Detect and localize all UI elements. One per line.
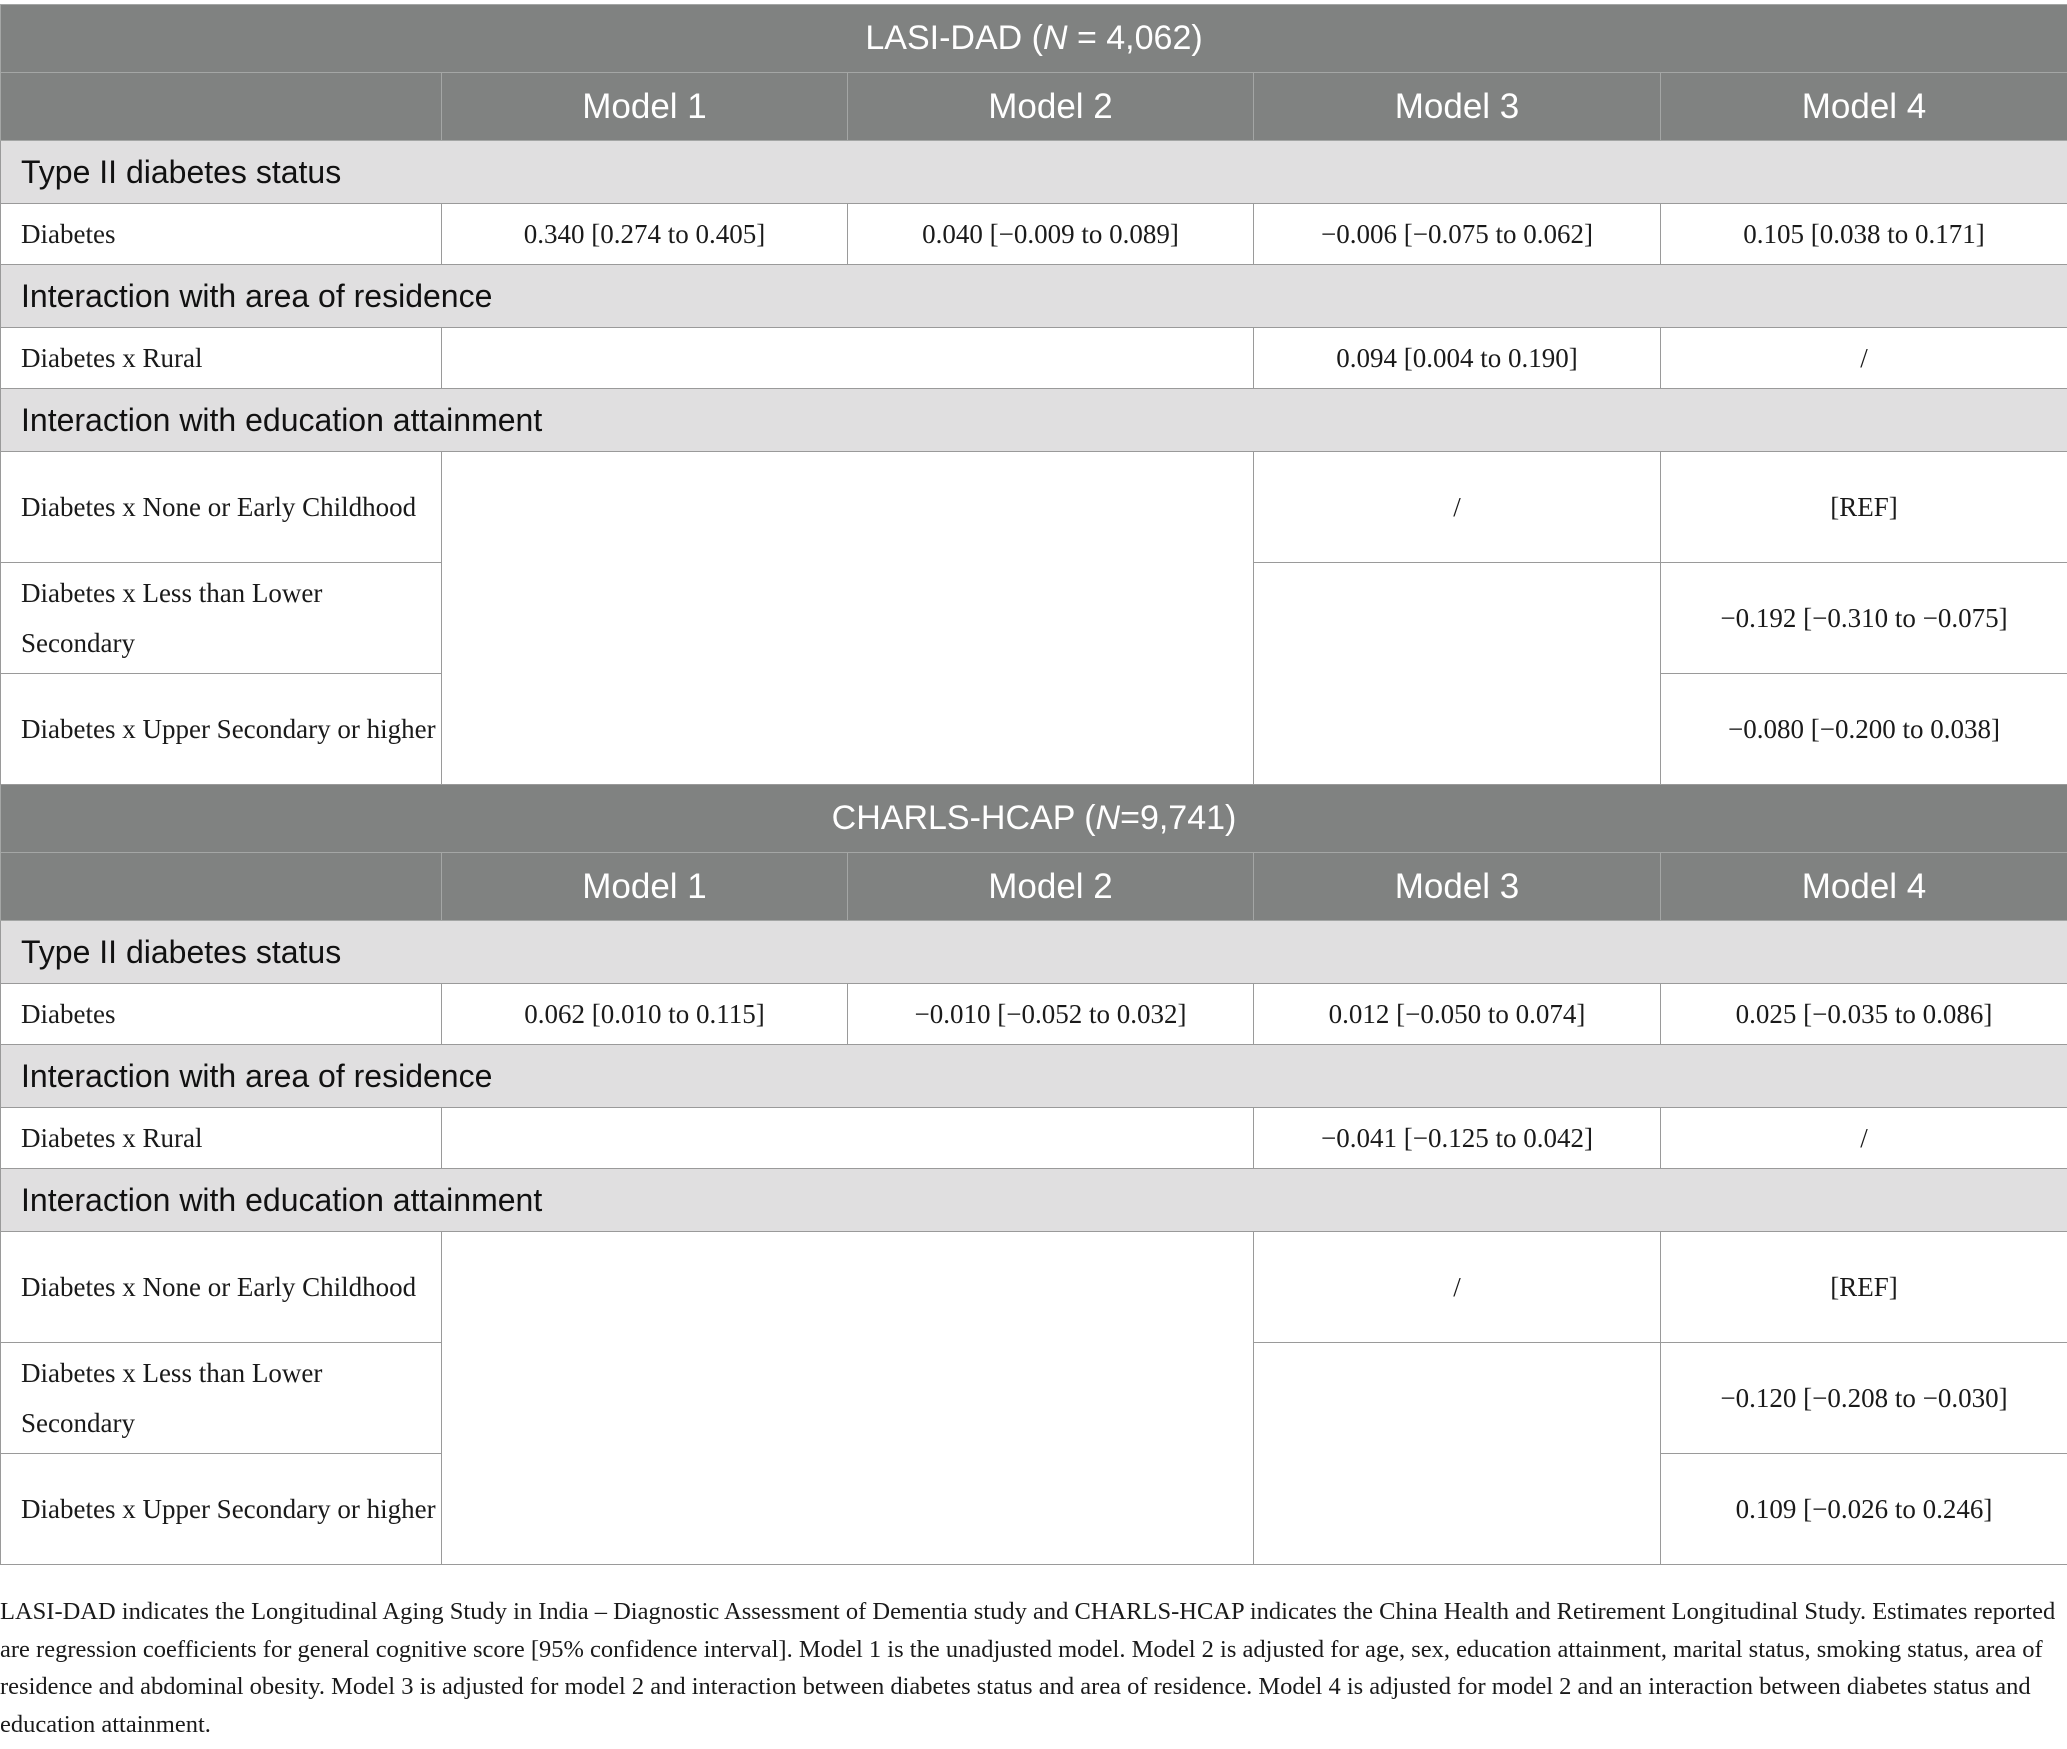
cell-model-3: / bbox=[1254, 1232, 1661, 1343]
table-title-row bbox=[1, 785, 2067, 853]
table-footnote: LASI-DAD indicates the Longitudinal Aging Study in India – Diagnostic Assessment of Dementia study and CHARLS-HCAP indicates the China Health and Retirement Longitudinal Study. Estimates reported are regression coefficients for general cognitive score [95% confidence interval]. Model 1 is the unadjusted model. Model 2 is adjusted for age, sex, education attainment, marital status, smoking status, area of residence and abdominal obesity. Model 3 is adjusted for model 2 and interaction between diabetes status and area of residence. Model 4 is adjusted for model 2 and an interaction between diabetes status and education attainment. bbox=[0, 1598, 2056, 1738]
cell-model-4: 0.109 [−0.026 to 0.246] bbox=[1661, 1454, 2067, 1565]
cell-model-3: −0.041 [−0.125 to 0.042] bbox=[1254, 1108, 1661, 1169]
charls-hcap-title: CHARLS-HCAP (N=9,741) bbox=[1, 785, 2067, 853]
section-area-interaction: Interaction with area of residence bbox=[1, 265, 2067, 328]
cell-model-4: 0.105 [0.038 to 0.171] bbox=[1661, 204, 2067, 265]
table-row bbox=[1, 1232, 2067, 1343]
row-label: Diabetes bbox=[1, 204, 442, 265]
cell-model-1: 0.340 [0.274 to 0.405] bbox=[442, 204, 848, 265]
results-table bbox=[0, 4, 2067, 1565]
cell-model-3: 0.012 [−0.050 to 0.074] bbox=[1254, 984, 1661, 1045]
cell-model-4: −0.080 [−0.200 to 0.038] bbox=[1661, 674, 2067, 785]
section-education-interaction: Interaction with education attainment bbox=[1, 389, 2067, 452]
table-row bbox=[1, 204, 2067, 265]
section-diabetes-status: Type II diabetes status bbox=[1, 921, 2067, 984]
table-row bbox=[1, 452, 2067, 563]
section-row bbox=[1, 1169, 2067, 1232]
row-label: Diabetes x None or Early Childhood bbox=[1, 1232, 442, 1343]
section-row bbox=[1, 389, 2067, 452]
cell-model-3: 0.094 [0.004 to 0.190] bbox=[1254, 328, 1661, 389]
cell-model-4: / bbox=[1661, 328, 2067, 389]
cell-model-4: 0.025 [−0.035 to 0.086] bbox=[1661, 984, 2067, 1045]
section-row bbox=[1, 141, 2067, 204]
section-education-interaction: Interaction with education attainment bbox=[1, 1169, 2067, 1232]
empty-cell bbox=[442, 328, 1254, 389]
model-3-header: Model 3 bbox=[1254, 73, 1661, 141]
charls-hcap-block bbox=[1, 785, 2067, 1565]
lasi-dad-title: LASI-DAD (N = 4,062) bbox=[1, 5, 2067, 73]
row-label: Diabetes x Less than Lower Secondary bbox=[1, 1343, 442, 1454]
header-empty-cell bbox=[1, 853, 442, 921]
empty-cell bbox=[442, 452, 1254, 785]
empty-cell bbox=[1254, 1343, 1661, 1565]
section-row bbox=[1, 921, 2067, 984]
table-row bbox=[1, 328, 2067, 389]
table-row bbox=[1, 984, 2067, 1045]
model-4-header: Model 4 bbox=[1661, 73, 2067, 141]
lasi-dad-block bbox=[1, 5, 2067, 785]
model-header-row bbox=[1, 853, 2067, 921]
row-label: Diabetes x Upper Secondary or higher bbox=[1, 1454, 442, 1565]
section-row bbox=[1, 1045, 2067, 1108]
empty-cell bbox=[1254, 563, 1661, 785]
row-label: Diabetes x Upper Secondary or higher bbox=[1, 674, 442, 785]
model-2-header: Model 2 bbox=[848, 853, 1254, 921]
cell-model-4: [REF] bbox=[1661, 1232, 2067, 1343]
cell-model-4: / bbox=[1661, 1108, 2067, 1169]
section-area-interaction: Interaction with area of residence bbox=[1, 1045, 2067, 1108]
model-4-header: Model 4 bbox=[1661, 853, 2067, 921]
row-label: Diabetes x Less than Lower Secondary bbox=[1, 563, 442, 674]
cell-model-4: −0.120 [−0.208 to −0.030] bbox=[1661, 1343, 2067, 1454]
cell-model-3: / bbox=[1254, 452, 1661, 563]
table-title-row bbox=[1, 5, 2067, 73]
model-header-row bbox=[1, 73, 2067, 141]
row-label: Diabetes bbox=[1, 984, 442, 1045]
cell-model-3: −0.006 [−0.075 to 0.062] bbox=[1254, 204, 1661, 265]
model-1-header: Model 1 bbox=[442, 853, 848, 921]
cell-model-4: [REF] bbox=[1661, 452, 2067, 563]
table-row bbox=[1, 1108, 2067, 1169]
empty-cell bbox=[442, 1108, 1254, 1169]
row-label: Diabetes x Rural bbox=[1, 328, 442, 389]
cell-model-1: 0.062 [0.010 to 0.115] bbox=[442, 984, 848, 1045]
row-label: Diabetes x None or Early Childhood bbox=[1, 452, 442, 563]
cell-model-4: −0.192 [−0.310 to −0.075] bbox=[1661, 563, 2067, 674]
row-label: Diabetes x Rural bbox=[1, 1108, 442, 1169]
model-3-header: Model 3 bbox=[1254, 853, 1661, 921]
model-2-header: Model 2 bbox=[848, 73, 1254, 141]
section-diabetes-status: Type II diabetes status bbox=[1, 141, 2067, 204]
header-empty-cell bbox=[1, 73, 442, 141]
cell-model-2: 0.040 [−0.009 to 0.089] bbox=[848, 204, 1254, 265]
model-1-header: Model 1 bbox=[442, 73, 848, 141]
section-row bbox=[1, 265, 2067, 328]
empty-cell bbox=[442, 1232, 1254, 1565]
cell-model-2: −0.010 [−0.052 to 0.032] bbox=[848, 984, 1254, 1045]
